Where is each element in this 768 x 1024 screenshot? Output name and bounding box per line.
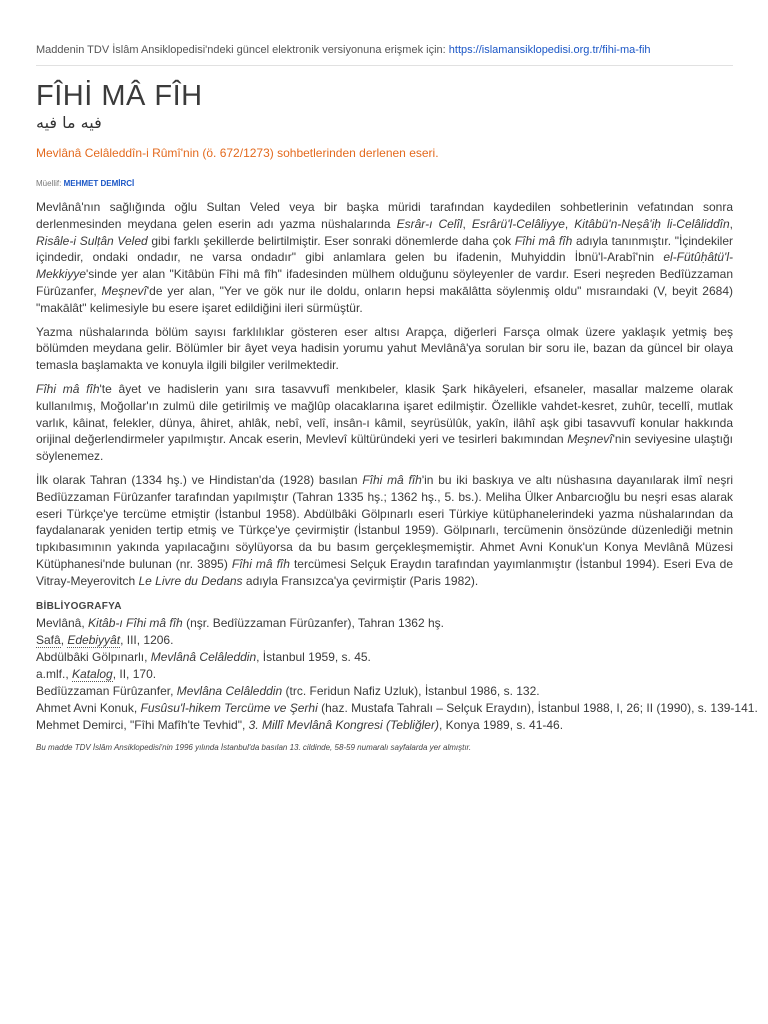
italic-title: Kitâbü'n-Neṣâ'iḥ li-Celâliddîn <box>574 216 730 231</box>
article-paragraph <box>36 472 733 590</box>
text-run: , II, 170. <box>112 667 157 681</box>
text-run: , <box>564 216 575 231</box>
text-run: Yazma nüshalarında bölüm sayısı farklılıklar gösteren eser altısı Arapça, diğerleri Farsça olmak üzere yaklaşık yetmiş beş bölümden meydana gelir. Bölümler bir âyet veya hadisin yorumu yahut Mevlânâ'ya sorulan bir soru ile, bazan da güncel bir olaya temasla başlamakta ve konuyla ilgili bilgiler verilmektedir. <box>36 324 733 373</box>
author-link[interactable]: MEHMET DEMİRCİ <box>63 179 135 188</box>
text-run: 'de yer alan, "Yer ve gök nur ile doldu, onların hepsi makālâtta söylenmiş oldu" mısraındaki (V, beyit 2684) "makālât" kelimesiyle bu esere işaret edildiğini ileri sürmüştür. <box>36 283 733 315</box>
article-summary: Mevlânâ Celâleddîn-i Rûmî'nin (ö. 672/1273) sohbetlerinden derlenen eseri. <box>36 146 439 160</box>
text-run: a.mlf., <box>36 667 73 681</box>
text-run: 'sinde yer alan "Kitâbün Fîhi mâ fîh" ifadesinden mülhem olduğunu söyleyenler de vardır. Eseri neşreden Bedîüzzaman Fürûzanfer, <box>36 267 733 298</box>
article-title: FÎHİ MÂ FÎH <box>36 80 203 112</box>
italic-title: Fîhi mâ fîh <box>362 472 422 487</box>
italic-title: Esrârü'l-Celâliyye <box>471 216 565 231</box>
text-run: Bedîüzzaman Fürûzanfer, <box>36 684 177 698</box>
article-paragraph <box>36 199 733 317</box>
text-run: , Konya 1989, s. 41-46. <box>438 718 564 732</box>
abbreviation-link[interactable]: Safâ <box>36 633 61 647</box>
text-run: gibi farklı şekillerde belirtilmiştir. Eser sonraki dönemlerde daha çok <box>147 233 515 248</box>
italic-title: Fusûsu'l-hikem Tercüme ve Şerhi <box>140 701 318 715</box>
author-label: Müellif: <box>36 179 64 188</box>
italic-title: el-Fütûḥâtü'l-Mekkiyye <box>36 250 733 282</box>
abbreviation-link[interactable]: Edebiyyât <box>67 633 121 647</box>
article-title-arabic: فيه ما فيه <box>36 113 102 132</box>
italic-title: Le Livre du Dedans <box>138 573 243 588</box>
text-run: , <box>462 216 472 231</box>
text-run: 'nin seviyesine ulaştığı söylenemez. <box>36 432 733 464</box>
text-run: Mevlânâ'nın sağlığında oğlu Sultan Veled veya bir başka müridi tarafından kaydedilen sohbetlerinin vefatından sonra derlenmesinden meydana gelen eserin adı yazma nüshalarında <box>36 200 733 231</box>
bibliography-entry <box>36 632 733 649</box>
text-run: Abdülbâki Gölpınarlı, <box>36 650 151 664</box>
text-run: (nşr. Bedîüzzaman Fürûzanfer), Tahran 1362 hş. <box>182 616 444 630</box>
italic-title: Mevlânâ Celâleddin <box>150 650 257 664</box>
text-run: Mehmet Demirci, "Fîhi Mafîh'te Tevhid", <box>36 718 249 732</box>
text-run: (trc. Feridun Nafiz Uzluk), İstanbul 1986, s. 132. <box>282 684 540 698</box>
text-run: 'in bu iki baskıya ve altı nüshasına dayanılarak ilmî neşri Bedîüzzaman Fürûzanfer tarafından yapılmıştır (Tahran 1335 hş.; 1362 hş., 5. bs.). Meliha Ülker Anbarcıoğlu bu neşri esas alarak eseri Türkçe'ye tercüme etmiştir (İstanbul 1958). Abdülbâki Gölpınarlı eseri Türkiye kütüphanelerindeki yazma nüshalarından da faydalanarak yeniden tertip etmiş ve Türkçe'ye çevirmiştir (İstanbul 1959). Gölpınarlı, tercümenin önsözünde düzenlediği metnin tıpkıbasımının yakında yapılacağını söylüyorsa da bu basım gerçekleşmemiştir. Ahmet Avni Konuk'un Konya Mevlânâ Müzesi Kütüphanesi'nde bulunan (nr. 3895) <box>36 472 733 571</box>
text-run: Ahmet Avni Konuk, <box>36 701 141 715</box>
italic-title: Fîhi mâ fîh <box>514 233 573 248</box>
italic-title: Kitâb-ı Fîhi mâ fîh <box>88 616 183 630</box>
italic-title: Fîhi mâ fîh <box>231 556 290 571</box>
article-paragraph <box>36 324 733 374</box>
italic-title: Fîhi mâ fîh <box>36 381 100 396</box>
article-paragraph <box>36 381 733 465</box>
bibliography-entry <box>36 649 733 666</box>
bibliography-entry <box>36 683 733 700</box>
italic-title: Meşnevî <box>101 283 147 298</box>
publication-note: Bu madde TDV İslâm Ansiklopedisi'nin 1996 yılında İstanbul'da basılan 13. cildinde, 58-59 numaralı sayfalarda yer almıştır. <box>36 743 472 752</box>
text-run: , İstanbul 1959, s. 45. <box>256 650 371 664</box>
author-line <box>36 179 134 188</box>
text-run: , <box>729 216 734 231</box>
bibliography-section <box>36 601 758 734</box>
article-body <box>36 199 733 597</box>
text-run: tercümesi Selçuk Eraydın tarafından yayımlanmıştır (İstanbul 1994). Eseri Eva de Vitray-Meyerovitch <box>36 556 733 588</box>
bibliography-entry <box>36 666 733 683</box>
italic-title: Esrâr-ı Celîl <box>396 216 463 231</box>
abbreviation-link[interactable]: Katalog <box>72 667 113 681</box>
online-version-notice <box>36 44 733 56</box>
italic-title: Risâle-i Sulṭân Veled <box>36 233 148 248</box>
text-run: , <box>60 633 68 647</box>
text-run: adıyla Fransızca'ya çevirmiştir (Paris 1982). <box>242 573 479 588</box>
article-url-link[interactable]: https://islamansiklopedisi.org.tr/fihi-ma-fih <box>448 44 651 56</box>
italic-title: 3. Millî Mevlânâ Kongresi (Tebliğler) <box>248 718 439 732</box>
text-run: , III, 1206. <box>120 633 174 647</box>
text-run: (haz. Mustafa Tahralı – Selçuk Eraydın), İstanbul 1988, I, 26; II (1990), s. 139-141. <box>317 701 758 715</box>
notice-text: Maddenin TDV İslâm Ansiklopedisi'ndeki güncel elektronik versiyonuna erişmek için: <box>36 44 449 56</box>
text-run: adıyla tanınmıştır. "İçindekiler içindedir, ondaki ondadır, ne varsa ondadır" gibi anlamlara gelen bu ifadenin, Muhyiddin İbnü'l-Arabî'nin <box>36 233 734 265</box>
text-run: 'te âyet ve hadislerin yanı sıra tasavvufî menkıbeler, klasik Şark hikâyeleri, efsaneler, masallar malzeme olarak kullanılmış, Moğollar'ın zulmü dile getirilmiş ve mağlûp olacaklarına işaret edilmiştir. Özellikle vahdet-kesret, zuhûr, tecellî, mutlak varlık, kâinat, felekler, dünya, âhiret, ahlâk, nebî, velî, insân-ı kâmil, seyrüsülûk, yakîn, ilâhî aşk gibi tasavvufî konular hakkında orijinal değerlendirmeler yapılmıştır. Ancak eserin, Mevlevî kültüründeki yeri ve tesirleri bakımından <box>36 381 734 447</box>
header-divider <box>36 65 733 66</box>
text-run: İlk olarak Tahran (1334 hş.) ve Hindistan'da (1928) basılan <box>36 472 363 487</box>
bibliography-entry <box>36 700 758 717</box>
text-run: Mevlânâ, <box>36 616 89 630</box>
bibliography-entry <box>36 717 733 734</box>
italic-title: Mevlâna Celâleddin <box>176 684 283 698</box>
bibliography-entry <box>36 615 733 632</box>
bibliography-heading: BİBLİYOGRAFYA <box>36 601 122 612</box>
bibliography-list <box>36 615 758 734</box>
italic-title: Meşnevî <box>567 432 613 447</box>
